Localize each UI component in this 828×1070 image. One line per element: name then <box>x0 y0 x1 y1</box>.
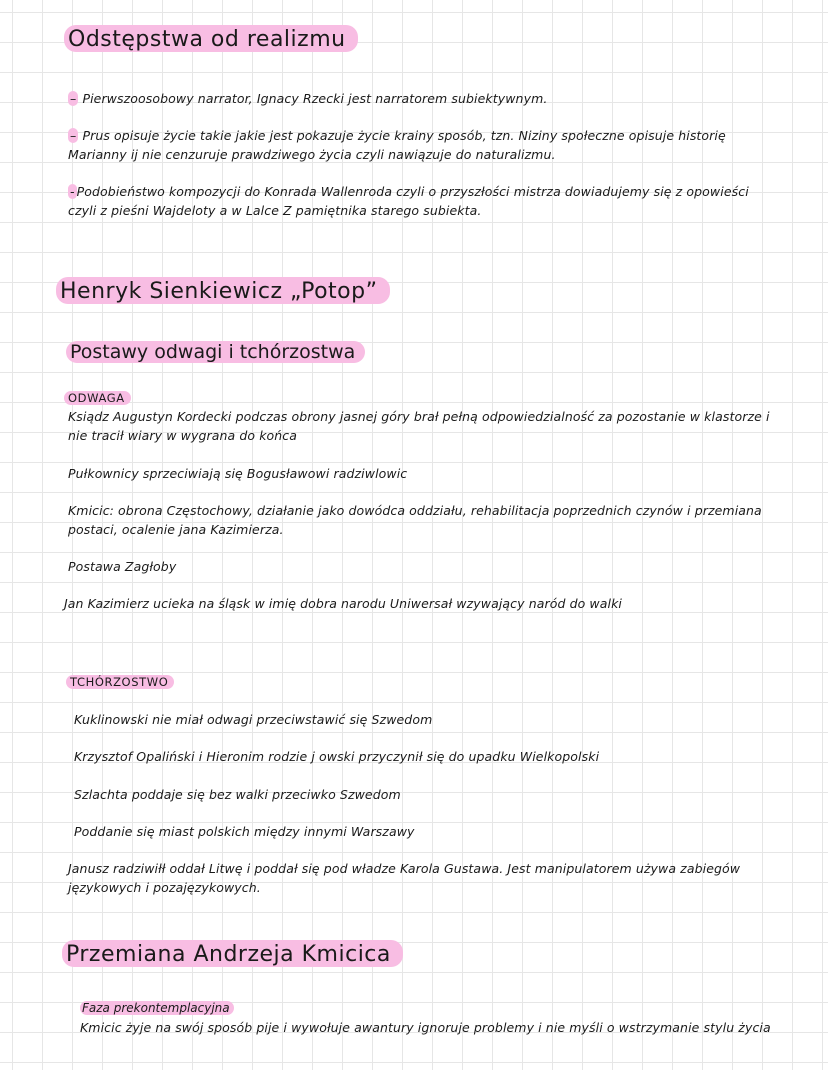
note-item <box>68 501 762 539</box>
bullet-dash-marker: - <box>70 184 75 199</box>
note-line: nie tracił wiary w wygrana do końca <box>68 428 298 443</box>
note-item <box>74 747 599 766</box>
note-line: Jan Kazimierz ucieka na śląsk w imię dobra narodu Uniwersał wzywający naród do walki <box>64 596 623 611</box>
note-item <box>74 785 401 804</box>
note-line: Kmicic żyje na swój sposób pije i wywołuje awantury ignoruje problemy i nie myśli o wstrzymanie stylu życia <box>80 1020 771 1035</box>
note-item <box>74 822 415 841</box>
label-faza-prekontemplacyjna <box>80 1001 234 1015</box>
bullet-dash-marker: – <box>70 128 77 143</box>
subheading-postawy <box>66 341 365 363</box>
note-line: Prus opisuje życie takie jakie jest pokazuje życie krainy sposób, tzn. Niziny społeczne opisuje historię <box>82 128 726 143</box>
note-line: Kuklinowski nie miał odwagi przeciwstawić się Szwedom <box>74 712 433 727</box>
note-item <box>68 126 726 164</box>
note-item <box>68 89 547 108</box>
heading-text: Henryk Sienkiewicz „Potop” <box>60 279 378 304</box>
heading-odstepstwa <box>64 25 358 52</box>
label-odwaga <box>64 391 131 405</box>
heading-przemiana <box>62 940 403 967</box>
label-text: Faza prekontemplacyjna <box>82 1001 230 1015</box>
label-tchorzostwo <box>66 675 174 689</box>
note-item <box>68 407 770 445</box>
note-item <box>74 710 432 729</box>
note-item <box>68 859 740 897</box>
note-line: Podobieństwo kompozycji do Konrada Wallenroda czyli o przyszłości mistrza dowiadujemy się z opowieści <box>76 184 749 199</box>
note-item <box>64 594 622 613</box>
label-text: ODWAGA <box>68 391 125 405</box>
bullet-dash-marker: – <box>70 91 77 106</box>
note-line: postaci, ocalenie jana Kazimierza. <box>68 522 284 537</box>
note-line: Marianny ij nie cenzuruje prawdziwego życia czyli nawiązuje do naturalizmu. <box>68 147 556 162</box>
note-line: Krzysztof Opaliński i Hieronim rodzie j owski przyczynił się do upadku Wielkopolski <box>74 749 600 764</box>
note-item <box>68 182 749 220</box>
label-text: TCHÓRZOSTWO <box>70 675 169 689</box>
note-line: Postawa Zagłoby <box>68 559 177 574</box>
note-line: Janusz radziwiłł oddał Litwę i poddał się pod władze Karola Gustawa. Jest manipulatorem używa zabiegów <box>68 861 741 876</box>
heading-text: Odstępstwa od realizmu <box>68 27 346 52</box>
note-line: Pierwszoosobowy narrator, Ignacy Rzecki jest narratorem subiektywnym. <box>82 91 548 106</box>
note-line: Kmicic: obrona Częstochowy, działanie jako dowódca oddziału, rehabilitacja poprzednich czynów i przemiana <box>68 503 762 518</box>
note-line: Szlachta poddaje się bez walki przeciwko Szwedom <box>74 787 401 802</box>
note-item <box>68 464 407 483</box>
heading-potop <box>56 277 390 304</box>
note-item <box>68 557 176 576</box>
note-item <box>80 1018 771 1037</box>
subheading-text: Postawy odwagi i tchórzostwa <box>70 341 356 363</box>
note-line: Ksiądz Augustyn Kordecki podczas obrony jasnej góry brał pełną odpowiedzialność za pozostanie w klastorze i <box>68 409 770 424</box>
note-line: językowych i pozajęzykowych. <box>68 880 261 895</box>
note-line: Pułkownicy sprzeciwiają się Bogusławowi radziwlowic <box>68 466 408 481</box>
heading-text: Przemiana Andrzeja Kmicica <box>66 942 391 967</box>
note-line: czyli z pieśni Wajdeloty a w Lalce Z pamiętnika starego subiekta. <box>68 203 482 218</box>
note-line: Poddanie się miast polskich między innymi Warszawy <box>74 824 415 839</box>
